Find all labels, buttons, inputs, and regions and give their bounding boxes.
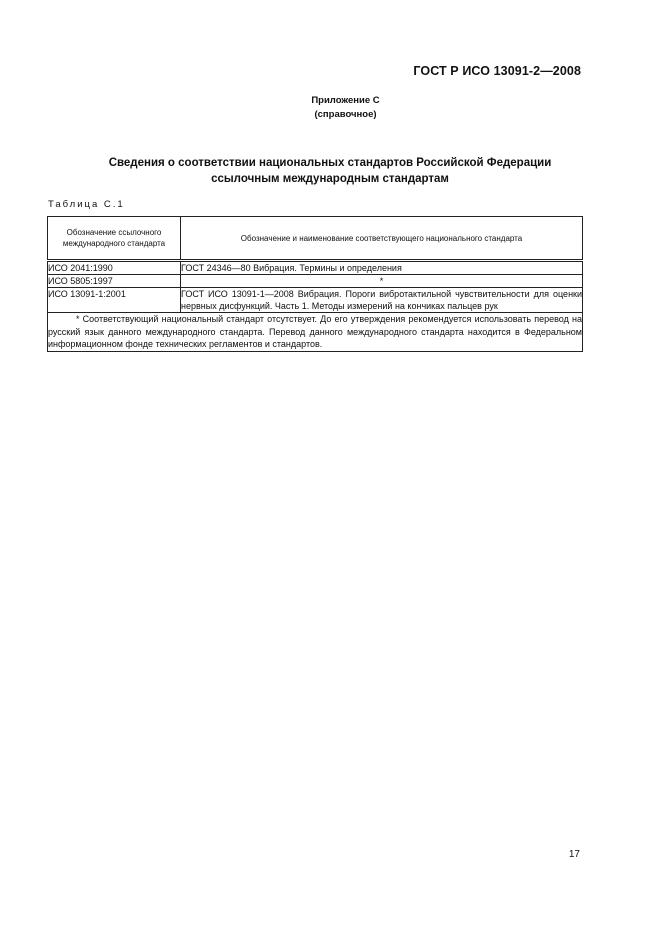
section-title-line2: ссылочным международным стандартам xyxy=(211,173,449,185)
appendix-subtitle: (справочное) xyxy=(314,109,377,120)
appendix-title: Приложение С xyxy=(311,95,380,106)
section-title-line1: Сведения о соответствии национальных стандартов Российской Федерации xyxy=(108,157,552,169)
national-standard-cell: ГОСТ 24346—80 Вибрация. Термины и определения xyxy=(181,261,583,275)
international-standard-cell: ИСО 5805:1997 xyxy=(48,275,181,288)
international-standard-cell: ИСО 2041:1990 xyxy=(48,261,181,275)
table-row xyxy=(48,288,583,313)
national-standard-cell: * xyxy=(181,275,583,288)
table-footnote-row xyxy=(48,313,583,352)
header-col1-line2: международного стандарта xyxy=(62,239,166,248)
header-col1-line1: Обозначение ссылочного xyxy=(66,228,162,237)
table-header-row xyxy=(48,217,583,261)
appendix-heading xyxy=(0,94,661,122)
section-title xyxy=(60,155,600,187)
table-row xyxy=(48,275,583,288)
page-number: 17 xyxy=(568,849,580,860)
correspondence-table xyxy=(47,216,583,352)
table-footnote: * Соответствующий национальный стандарт отсутствует. До его утверждения рекомендуется использовать перевод на русский язык данного международного стандарта. Перевод данного международного стандарта находится в Федеральном информационном фонде технических регламентов и стандартов. xyxy=(48,314,582,349)
header-national-standard: Обозначение и наименование соответствующего национального стандарта xyxy=(181,217,583,261)
header-international-standard xyxy=(48,217,181,261)
international-standard-cell: ИСО 13091-1:2001 xyxy=(48,288,181,313)
table-label: Таблица С.1 xyxy=(48,199,125,210)
table-row xyxy=(48,261,583,275)
national-standard-cell: ГОСТ ИСО 13091-1—2008 Вибрация. Пороги вибротактильной чувствительности для оценки нервных дисфункций. Часть 1. Методы измерений на кончиках пальцев рук xyxy=(181,289,582,311)
document-code: ГОСТ Р ИСО 13091-2—2008 xyxy=(413,64,581,78)
